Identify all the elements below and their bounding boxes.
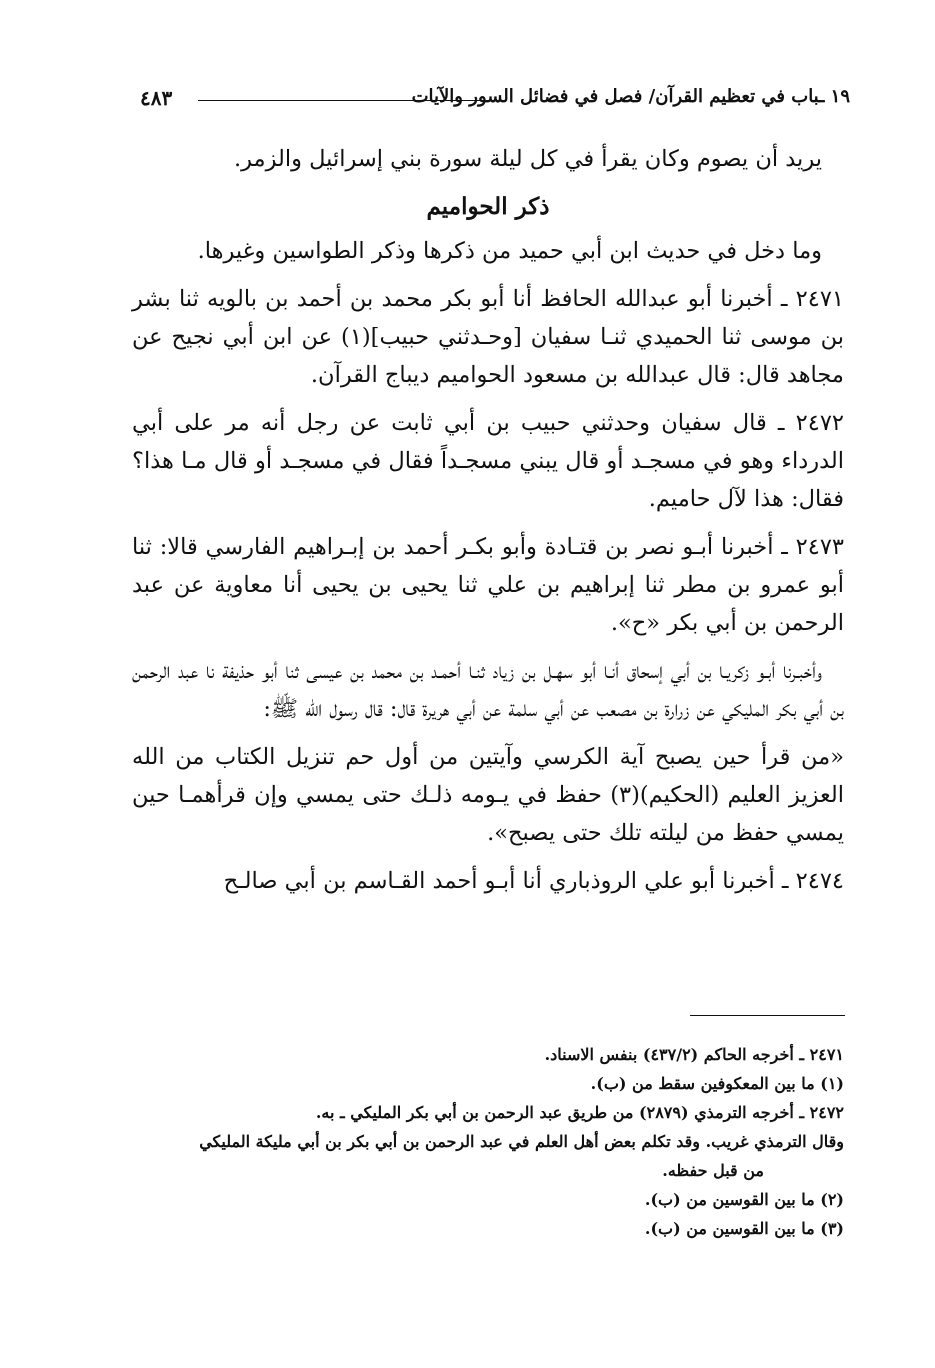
hadith-2473: ٢٤٧٣ ـ أخبرنا أبـو نصر بن قتـادة وأبو بكـر أحمد بن إبـراهيم الفارسي قالا: ثنا أبو عمرو بن مطر ثنا إبراهيم بن علي ثنا يحيى بن يحيى أنا معاوية عن عبد الرحمن بن أبي بكر «ح». xyxy=(132,534,844,636)
footnote-item: وقال الترمذي غريب. وقد تكلم بعض أهل العلم في عبد الرحمن بن أبي بكر بن أبي مليكة المليكي xyxy=(199,1132,844,1151)
hadith-quote: «من قرأ حين يصبح آية الكرسي وآيتين من أول حم تنزيل الكتاب من الله العزيز العليم (الحكيم)(٣) حفظ في يـومه ذلـك حتى يمسي وإن قرأهمـا حين يمسي حفظ من ليلته تلك حتى يصبح». xyxy=(132,744,844,846)
footnote-item: ٢٤٧٢ ـ أخرجه الترمذي (٢٨٧٩) من طريق عبد الرحمن بن أبي بكر المليكي ـ به. xyxy=(315,1103,844,1122)
running-header xyxy=(140,86,850,120)
page-number: ٤٨٣ xyxy=(140,86,173,110)
chapter-title: ١٩ ـباب في تعظيم القرآن/ فصل في فضائل السور والآيات xyxy=(411,86,850,107)
footnote-continuation: من قبل حفظه. xyxy=(662,1161,764,1180)
footnote-item: ٢٤٧١ ـ أخرجه الحاكم (٤٣٧/٢) بنفس الاسناد. xyxy=(544,1045,844,1064)
footnote-item: (٢) ما بين القوسين من (ب). xyxy=(644,1190,844,1209)
footnote-rule xyxy=(690,1015,845,1016)
hadith-2472: ٢٤٧٢ ـ قال سفيان وحدثني حبيب بن أبي ثابت عن رجل أنه مر على أبي الدرداء وهو في مسجـد أو قال يبني مسجـداً فقال في مسجـد أو قال مـا هذا؟ فقال: هذا لآل حاميم. xyxy=(132,410,844,512)
section-heading: ذكر الحواميم xyxy=(426,193,550,220)
hadith-2474: ٢٤٧٤ ـ أخبرنا أبو علي الروذباري أنا أبـو أحمد القـاسم بن أبي صالـح xyxy=(223,868,844,894)
footnotes xyxy=(132,1040,844,1243)
paragraph-2: وما دخل في حديث ابن أبي حميد من ذكرها وذكر الطواسين وغيرها. xyxy=(197,238,822,264)
main-text xyxy=(132,140,844,910)
paragraph-chain: وأخبـرنا أبـو زكريـا بن أبي إسحاق أنـا أبو سهـل بن زياد ثنـا أحمـد بن محمد بن عيسى ثنا أبو حذيفة نا عبد الرحمن بن أبي بكر المليكي عن زرارة بن مصعب عن أبي سلمة عن أبي هريرة قال: قال رسول الله ﷺ: xyxy=(132,658,844,722)
hadith-2471: ٢٤٧١ ـ أخبرنا أبو عبدالله الحافظ أنا أبو بكر محمد بن أحمد بن بالويه ثنا بشر بن موسى ثنا الحميدي ثنـا سفيان [وحـدثني حبيب](١) عن ابن أبي نجيح عن مجاهد قال: قال عبدالله بن مسعود الحواميم ديباج القرآن. xyxy=(132,286,845,388)
footnote-item: (٣) ما بين القوسين من (ب). xyxy=(644,1219,844,1238)
paragraph-1: يريد أن يصوم وكان يقرأ في كل ليلة سورة بني إسرائيل والزمر. xyxy=(233,146,822,172)
footnote-item: (١) ما بين المعكوفين سقط من (ب). xyxy=(590,1074,844,1093)
header-rule xyxy=(198,100,498,101)
